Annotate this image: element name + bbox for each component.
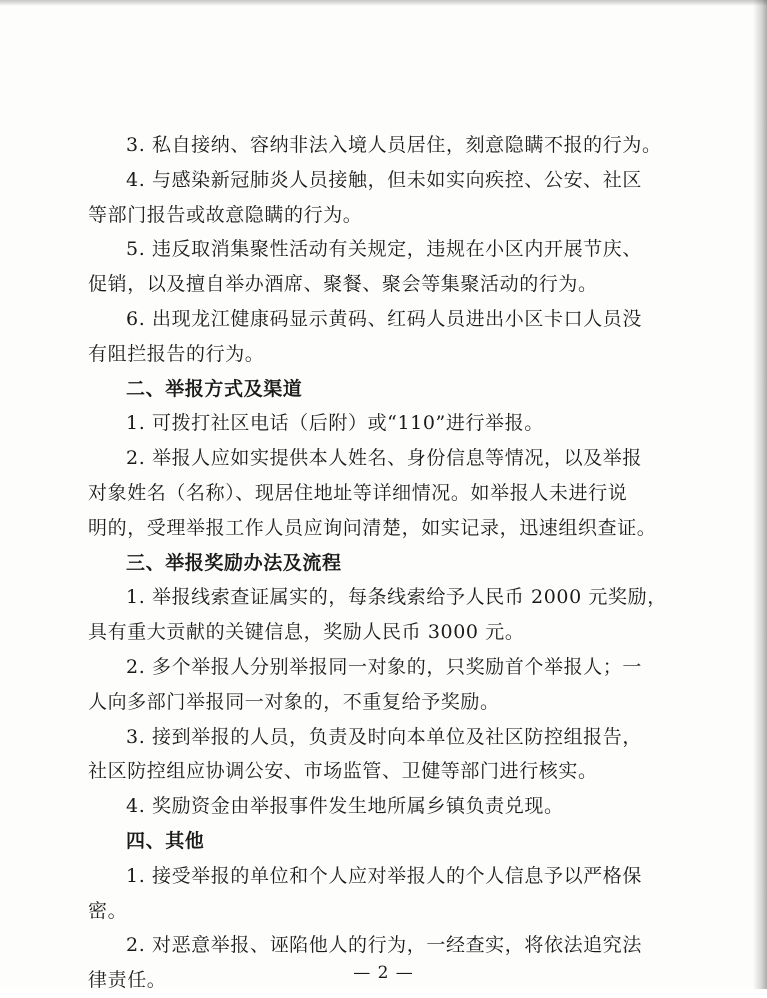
scan-right-shadow bbox=[753, 0, 767, 989]
paragraph-line: 人向多部门举报同一对象的，不重复给予奖励。 bbox=[88, 690, 500, 713]
page-number: — 2 — bbox=[353, 963, 414, 983]
paragraph-line: 3. 接到举报的人员，负责及时向本单位及社区防控组报告， bbox=[126, 725, 642, 748]
paragraph-line: 1. 接受举报的单位和个人应对举报人的个人信息予以严格保 bbox=[126, 864, 642, 887]
paragraph-line: 4. 与感染新冠肺炎人员接触，但未如实向疾控、公安、社区 bbox=[126, 168, 642, 191]
paragraph-line: 等部门报告或故意隐瞒的行为。 bbox=[88, 203, 363, 226]
paragraph-line: 3. 私自接纳、容纳非法入境人员居住，刻意隐瞒不报的行为。 bbox=[126, 134, 662, 156]
paragraph-line: 2. 举报人应如实提供本人姓名、身份信息等情况，以及举报 bbox=[126, 447, 642, 470]
paragraph-line: 1. 举报线索查证属实的，每条线索给予人民币 2000 元奖励， bbox=[126, 586, 667, 609]
paragraph-line: 律责任。 bbox=[88, 969, 167, 992]
paragraph-line: 促销，以及擅自举办酒席、聚餐、聚会等集聚活动的行为。 bbox=[88, 273, 598, 296]
paragraph-line: 5. 违反取消集聚性活动有关规定，违规在小区内开展节庆、 bbox=[126, 238, 642, 261]
paragraph-line: 社区防控组应协调公安、市场监管、卫健等部门进行核实。 bbox=[88, 760, 598, 783]
paragraph-line: 明的，受理举报工作人员应询问清楚，如实记录，迅速组织查证。 bbox=[88, 516, 657, 539]
section-heading: 四、其他 bbox=[126, 829, 205, 852]
section-heading: 三、举报奖励办法及流程 bbox=[126, 551, 342, 574]
paragraph-line: 密。 bbox=[88, 899, 128, 922]
paragraph-line: 2. 多个举报人分别举报同一对象的，只奖励首个举报人；一 bbox=[126, 655, 642, 678]
paragraph-line: 有阻拦报告的行为。 bbox=[88, 342, 265, 365]
section-heading: 二、举报方式及渠道 bbox=[126, 377, 303, 400]
paragraph-line: 具有重大贡献的关键信息，奖励人民币 3000 元。 bbox=[88, 621, 525, 644]
paragraph-line: 对象姓名（名称）、现居住地址等详细情况。如举报人未进行说 bbox=[88, 481, 628, 504]
paragraph-line: 4. 奖励资金由举报事件发生地所属乡镇负责兑现。 bbox=[126, 795, 564, 818]
document-body bbox=[88, 128, 678, 998]
paragraph-line: 6. 出现龙江健康码显示黄码、红码人员进出小区卡口人员没 bbox=[126, 307, 642, 330]
scan-top-shadow bbox=[0, 0, 767, 6]
paragraph-line: 2. 对恶意举报、诬陷他人的行为，一经查实，将依法追究法 bbox=[126, 934, 642, 957]
paragraph-line: 1. 可拨打社区电话（后附）或“110”进行举报。 bbox=[126, 412, 544, 435]
